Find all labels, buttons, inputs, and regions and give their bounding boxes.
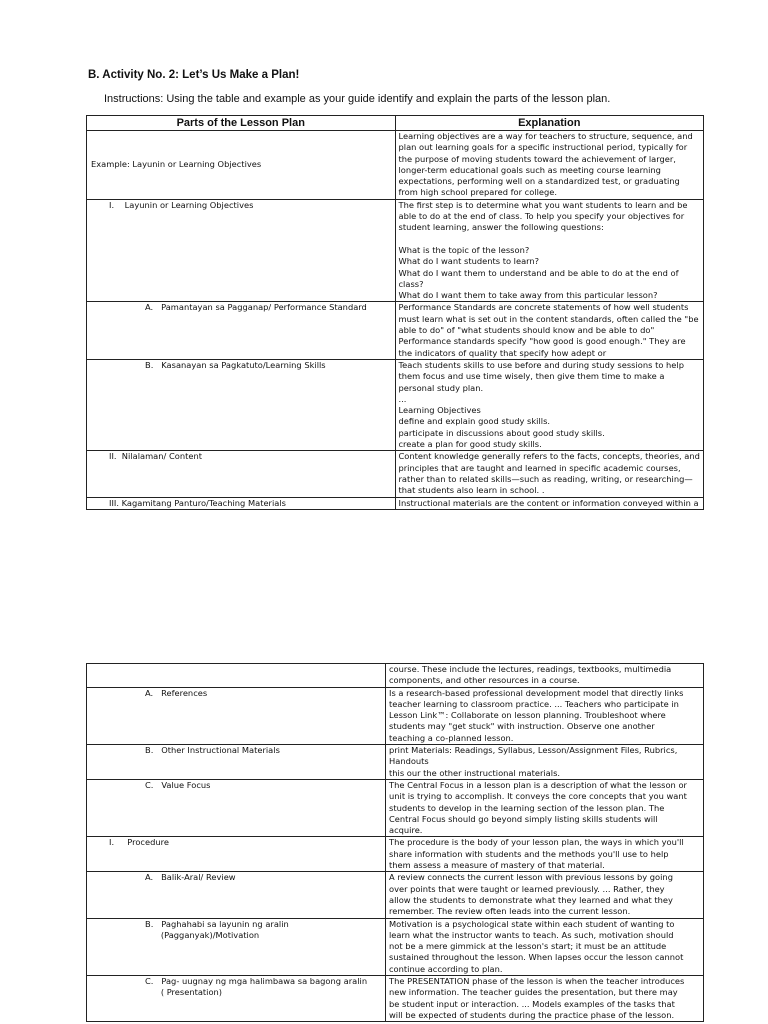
explanation-cell <box>386 779 704 836</box>
explanation-line: this our the other instructional materials. <box>389 767 561 778</box>
explanation-cell <box>386 745 704 780</box>
explanation-line: students may "get stuck" with instruction. Observe one another <box>389 721 655 732</box>
header-explanation: Explanation <box>395 116 704 131</box>
lesson-part-label: I. Layunin or Learning Objectives <box>109 199 254 210</box>
explanation-line: not be a mere gimmick at the lesson's start; it must be an attitude <box>389 941 667 952</box>
lesson-part-label: (Pagganyak)/Motivation <box>145 929 260 940</box>
lesson-part-label: A. Pamantayan sa Pagganap/ Performance Standard <box>145 302 367 313</box>
lesson-part-cell <box>87 779 386 836</box>
instructions-text: Instructions: Using the table and example as your guide identify and explain the parts of the lesson plan. <box>104 93 611 105</box>
explanation-line: from high school prepared for college. <box>398 187 558 198</box>
explanation-line: acquire. <box>389 825 423 836</box>
explanation-line: learn what the instructor wants to teach. As such, motivation should <box>389 929 674 940</box>
table-row <box>87 745 704 780</box>
explanation-line: Performance standards specify "how good is good enough." They are <box>398 336 686 347</box>
explanation-line: plan out learning goals for a specific instructional period, typically for <box>398 142 688 153</box>
explanation-line: be student input or interaction. ... Models examples of the tasks that <box>389 998 675 1009</box>
explanation-cell <box>386 837 704 872</box>
explanation-cell <box>386 687 704 744</box>
table-row <box>87 664 704 688</box>
lesson-part-cell <box>87 918 386 975</box>
table-row <box>87 497 704 509</box>
table-row <box>87 451 704 497</box>
explanation-line: teacher learning to classroom practice. ... Teachers who participate in <box>389 698 679 709</box>
explanation-line: Is a research-based professional development model that directly links <box>389 687 684 698</box>
activity-heading: B. Activity No. 2: Let’s Us Make a Plan! <box>88 69 300 81</box>
explanation-line: create a plan for good study skills. <box>398 439 542 450</box>
explanation-line: What do I want them to take away from this particular lesson? <box>398 290 658 301</box>
explanation-line: course. These include the lectures, readings, textbooks, multimedia <box>389 664 672 674</box>
explanation-line <box>399 234 701 245</box>
explanation-line: The Central Focus in a lesson plan is a description of what the lesson or <box>389 779 687 790</box>
explanation-line: The first step is to determine what you want students to learn and be <box>398 199 688 210</box>
explanation-cell <box>395 359 704 450</box>
explanation-line: able to do at the end of class. To help you specify your objectives for <box>398 211 685 222</box>
lesson-part-label: C. Value Focus <box>145 779 211 790</box>
table-row <box>87 687 704 744</box>
table-row <box>87 837 704 872</box>
lesson-part-cell <box>87 302 396 359</box>
explanation-line: allow the students to demonstrate what they learned and what they <box>389 894 673 905</box>
explanation-line: Lesson Link™: Collaborate on lesson planning. Troubleshoot where <box>389 710 666 721</box>
lesson-part-label: II. Nilalaman/ Content <box>109 451 202 462</box>
explanation-line: Content knowledge generally refers to the facts, concepts, theories, and <box>398 451 700 462</box>
table-row <box>87 359 704 450</box>
table-row <box>87 918 704 975</box>
lesson-part-label: C. Pag- uugnay ng mga halimbawa sa bagong aralin <box>145 976 368 987</box>
lesson-part-cell <box>87 451 396 497</box>
table-row <box>87 872 704 918</box>
explanation-line: print Materials: Readings, Syllabus, Lesson/Assignment Files, Rubrics, <box>389 745 678 756</box>
explanation-line: What is the topic of the lesson? <box>398 244 530 255</box>
explanation-cell <box>395 451 704 497</box>
explanation-line: student learning, answer the following questions: <box>398 222 604 233</box>
explanation-line: expectations, performing well on a standardized test, or graduating <box>398 176 680 187</box>
lesson-part-cell <box>87 976 386 1022</box>
lesson-part-label: Example: Layunin or Learning Objectives <box>91 159 262 170</box>
explanation-line: class? <box>398 278 424 289</box>
explanation-cell <box>386 918 704 975</box>
explanation-line: sustained throughout the lesson. When lapses occur the lesson cannot <box>389 952 684 963</box>
explanation-line: share information with students and the methods you'll use to help <box>389 848 669 859</box>
explanation-line: Instructional materials are the content or information conveyed within a <box>398 497 699 508</box>
explanation-cell <box>386 976 704 1022</box>
lesson-part-label: I. Procedure <box>109 837 169 848</box>
explanation-line: The procedure is the body of your lesson plan, the ways in which you'll <box>389 837 684 848</box>
explanation-line: Teach students skills to use before and during study sessions to help <box>398 359 684 370</box>
explanation-line: rather than to related skills—such as reading, writing, or researching— <box>398 473 693 484</box>
explanation-line: teaching a co-planned lesson. <box>389 732 514 743</box>
explanation-line: Motivation is a psychological state within each student of wanting to <box>389 918 675 929</box>
lesson-part-cell <box>87 664 386 688</box>
lesson-part-label: A. Balik-Aral/ Review <box>145 872 236 883</box>
lesson-part-label: III. Kagamitang Panturo/Teaching Materials <box>109 497 286 508</box>
header-parts: Parts of the Lesson Plan <box>87 116 396 131</box>
lesson-part-cell <box>87 872 386 918</box>
lesson-part-cell <box>87 745 386 780</box>
explanation-line: students to develop in the learning section of the lesson plan. The <box>389 802 665 813</box>
explanation-line: principles that are taught and learned in specific academic courses, <box>398 462 681 473</box>
explanation-line: Central Focus should go beyond simply listing skills students will <box>389 813 658 824</box>
explanation-line: ... <box>398 393 407 404</box>
explanation-line: able to do" of "what students should know and be able to do" <box>398 325 655 336</box>
lesson-plan-table-page-1 <box>86 115 704 510</box>
explanation-line: Learning objectives are a way for teachers to structure, sequence, and <box>398 131 693 141</box>
explanation-line: new information. The teacher guides the presentation, but there may <box>389 987 678 998</box>
explanation-line: personal study plan. <box>398 382 484 393</box>
explanation-cell <box>395 199 704 302</box>
lesson-part-label: A. References <box>145 687 208 698</box>
explanation-line: Learning Objectives <box>398 405 481 416</box>
explanation-line: unit is trying to accomplish. It conveys the core concepts that you want <box>389 791 687 802</box>
explanation-line: The PRESENTATION phase of the lesson is when the teacher introduces <box>389 976 685 987</box>
lesson-part-cell <box>87 131 396 200</box>
explanation-line: over points that were taught or learned previously. ... Rather, they <box>389 883 665 894</box>
explanation-cell <box>395 131 704 200</box>
lesson-part-label: B. Paghahabi sa layunin ng aralin <box>145 918 289 929</box>
table-row <box>87 302 704 359</box>
explanation-line: Performance Standards are concrete statements of how well students <box>398 302 689 313</box>
explanation-line: will be expected of students during the practice phase of the lesson. <box>389 1009 675 1020</box>
explanation-line: must learn what is set out in the content standards, often called the "be <box>398 313 699 324</box>
explanation-line: remember. The review often leads into the current lesson. <box>389 906 631 917</box>
lesson-part-label: B. Other Instructional Materials <box>145 745 280 756</box>
lesson-part-cell <box>87 837 386 872</box>
explanation-cell <box>395 302 704 359</box>
lesson-part-cell <box>87 199 396 302</box>
explanation-line: them focus and use time wisely, then give them time to make a <box>398 371 665 382</box>
explanation-line: define and explain good study skills. <box>398 416 551 427</box>
explanation-line: What do I want students to learn? <box>398 256 540 267</box>
table-row <box>87 199 704 302</box>
table-row <box>87 131 704 200</box>
explanation-line: the purpose of moving students toward the achievement of larger, <box>398 153 676 164</box>
explanation-line: A review connects the current lesson with previous lessons by going <box>389 872 673 883</box>
lesson-part-label: B. Kasanayan sa Pagkatuto/Learning Skills <box>145 359 326 370</box>
lesson-plan-table-page-2 <box>86 663 704 1022</box>
table-row <box>87 976 704 1022</box>
table-header-row <box>87 116 704 131</box>
explanation-line: that students also learn in school. . <box>398 485 545 496</box>
explanation-line: longer-term educational goals such as meeting course learning <box>398 164 661 175</box>
lesson-part-cell <box>87 497 396 509</box>
explanation-line: them assess a measure of mastery of that material. <box>389 860 605 871</box>
explanation-cell <box>386 664 704 688</box>
explanation-line: continue according to plan. <box>389 963 503 974</box>
explanation-cell <box>395 497 704 509</box>
explanation-line: participate in discussions about good study skills. <box>398 427 605 438</box>
explanation-line: components, and other resources in a course. <box>389 675 580 686</box>
lesson-part-label: ( Presentation) <box>145 987 223 998</box>
lesson-part-cell <box>87 687 386 744</box>
lesson-part-cell <box>87 359 396 450</box>
explanation-line: the indicators of quality that specify how adept or <box>398 347 607 358</box>
explanation-cell <box>386 872 704 918</box>
explanation-line: What do I want them to understand and be able to do at the end of <box>398 267 679 278</box>
table-row <box>87 779 704 836</box>
explanation-line: Handouts <box>389 756 429 767</box>
